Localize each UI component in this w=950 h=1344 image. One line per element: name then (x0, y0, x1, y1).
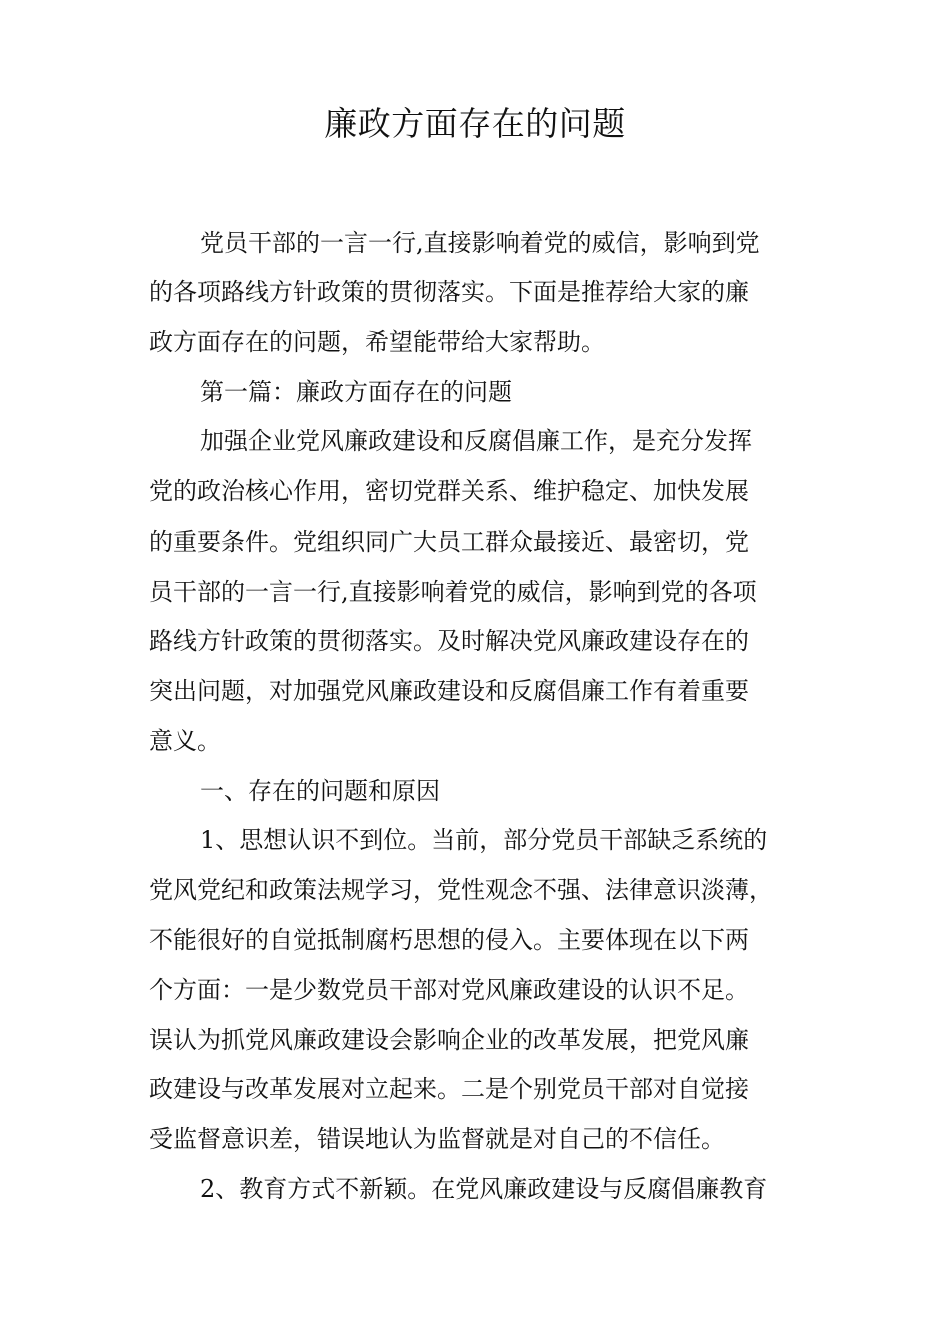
paragraph-line: 误认为抓党风廉政建设会影响企业的改革发展，把党风廉 (149, 1026, 749, 1054)
paragraph-line: 的各项路线方针政策的贯彻落实。下面是推荐给大家的廉 (149, 278, 749, 306)
paragraph-line: 1、思想认识不到位。当前，部分党员干部缺乏系统的 (200, 826, 768, 854)
paragraph-line: 员干部的一言一行,直接影响着党的威信，影响到党的各项 (149, 578, 757, 606)
paragraph-line: 党风党纪和政策法规学习，党性观念不强、法律意识淡薄， (149, 876, 773, 904)
paragraph-line: 党的政治核心作用，密切党群关系、维护稳定、加快发展 (149, 477, 749, 505)
section-heading: 一、存在的问题和原因 (200, 777, 440, 805)
paragraph-line: 受监督意识差，错误地认为监督就是对自己的不信任。 (149, 1125, 725, 1153)
paragraph-line: 政方面存在的问题，希望能带给大家帮助。 (149, 328, 605, 356)
document-title: 廉政方面存在的问题 (324, 104, 626, 143)
section-heading: 第一篇：廉政方面存在的问题 (200, 378, 512, 406)
paragraph-line: 2、教育方式不新颖。在党风廉政建设与反腐倡廉教育 (200, 1175, 768, 1203)
paragraph-line: 个方面：一是少数党员干部对党风廉政建设的认识不足。 (149, 976, 749, 1004)
paragraph-line: 不能很好的自觉抵制腐朽思想的侵入。主要体现在以下两 (149, 926, 749, 954)
paragraph-line: 意义。 (149, 727, 221, 755)
paragraph-line: 加强企业党风廉政建设和反腐倡廉工作，是充分发挥 (200, 427, 752, 455)
paragraph-line: 的重要条件。党组织同广大员工群众最接近、最密切，党 (149, 528, 749, 556)
paragraph-line: 突出问题，对加强党风廉政建设和反腐倡廉工作有着重要 (149, 677, 749, 705)
paragraph-line: 政建设与改革发展对立起来。二是个别党员干部对自觉接 (149, 1075, 749, 1103)
paragraph-line: 党员干部的一言一行,直接影响着党的威信，影响到党 (200, 229, 760, 257)
paragraph-line: 路线方针政策的贯彻落实。及时解决党风廉政建设存在的 (149, 627, 749, 655)
